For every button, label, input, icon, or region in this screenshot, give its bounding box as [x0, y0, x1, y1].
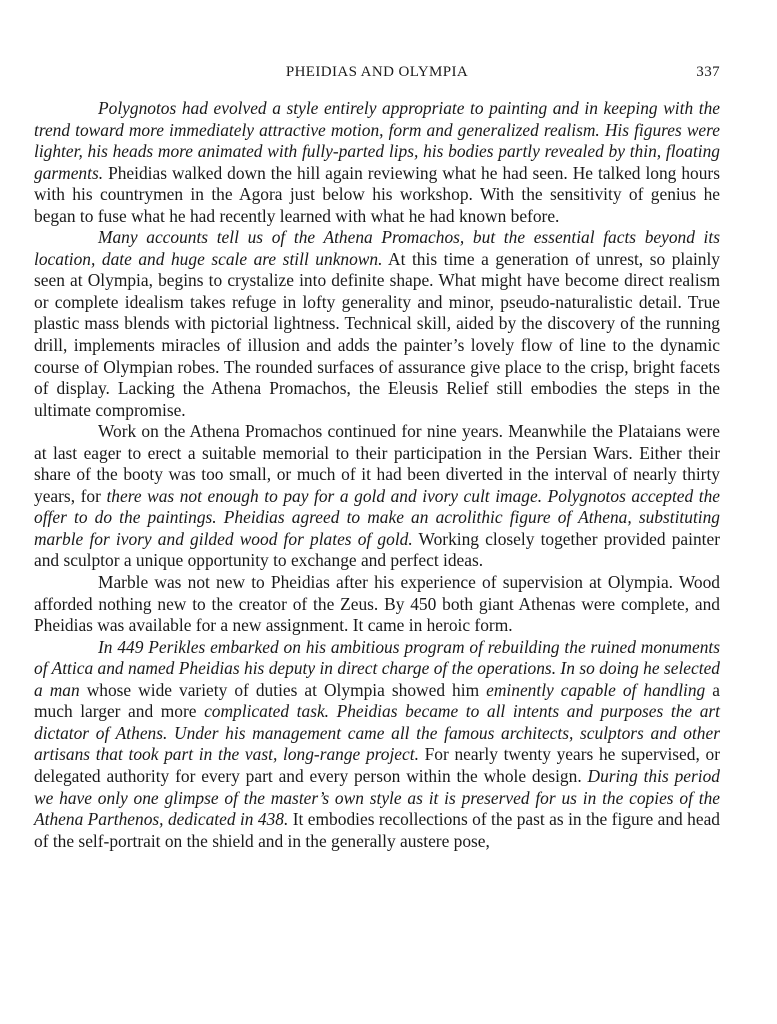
text-segment: there was not enough to pay for a gold and ivory cult image. Polygnotos accepted the offer to do the paintings. Pheidias agreed to make an acrolithic figure of Athena, substituting marble for ivory and gilded wood for plates of gold. — [34, 485, 721, 549]
text-segment: whose wide variety of duties at Olympia showed him — [79, 679, 487, 700]
text-segment: complicated task. Pheidias became to all intents and purposes the art dictator of Athens. Under his management came all the famous architects, sculptors and other artisans that took part in the vast, long-range project. — [34, 701, 720, 765]
text-segment: Pheidias walked down the hill again reviewing what he had seen. He talked long hours with his countrymen in the Agora just below his workshop. With the sensitivity of genius he began to fuse what he had recently learned with what he had known before. — [34, 162, 720, 226]
text-segment: For nearly twenty years he supervised, or delegated authority for every part and every person within the whole design. — [34, 744, 720, 786]
text-segment: Working closely together provided painter and sculptor a unique opportunity to exchange and perfect ideas. — [34, 528, 721, 571]
text-segment: a much larger and more — [34, 679, 720, 722]
text-segment: Polygnotos had evolved a style entirely appropriate to painting and in keeping with the trend toward more immediately attractive motion, form and generalized realism. His figures were lighter, his heads more animated with fully-parted lips, his bodies partly revealed by thin, floating garments. — [34, 98, 720, 183]
paragraph — [34, 637, 720, 852]
paragraph — [34, 227, 720, 421]
text-segment: Marble was not new to Pheidias after his experience of supervision at Olympia. Wood afforded nothing new to the creator of the Zeus. By 450 both giant Athenas were complete, and Pheidias was available for a new assignment. It came in heroic form. — [34, 572, 720, 636]
running-head — [34, 64, 720, 84]
text-segment: In 449 Perikles embarked on his ambitious program of rebuilding the ruined monuments of Attica and named Pheidias his deputy in direct charge of the operations. In so doing he selected a man — [34, 636, 720, 700]
text-segment: It embodies recollections of the past as in the figure and head of the self-portrait on the shield and in the generally austere pose, — [34, 809, 720, 851]
page-number: 337 — [696, 64, 720, 80]
paragraph — [34, 98, 720, 227]
body-text — [34, 98, 720, 852]
text-segment: Work on the Athena Promachos continued for nine years. Meanwhile the Plataians were at last eager to erect a suitable memorial to their participation in the Persian Wars. Either their share of the booty was too small, or much of it had been diverted in the interval of nearly thirty years, for — [34, 421, 720, 506]
paragraph — [34, 421, 720, 572]
text-segment: At this time a generation of unrest, so plainly seen at Olympia, begins to crystalize into definite shape. What might have become direct realism or complete idealism takes refuge in lofty generality and minor, pseudo-naturalistic detail. True plastic mass blends with pictorial lightness. Technical skill, aided by the discovery of the running drill, implements miracles of illusion and adds the painter’s lovely flow of line to the dynamic course of Olympian robes. The rounded surfaces of assurance give place to the crisp, bright facets of display. Lacking the Athena Promachos, the Eleusis Relief still embodies the steps in the ultimate compromise. — [34, 248, 720, 420]
text-segment: During this period we have only one glimpse of the master’s own style as it is preserved for us in the copies of the Athena Parthenos, dedicated in 438. — [34, 765, 720, 830]
running-head-title: PHEIDIAS AND OLYMPIA — [285, 64, 469, 80]
text-segment: eminently capable of handling — [486, 679, 706, 700]
text-segment: Many accounts tell us of the Athena Promachos, but the essential facts beyond its location, date and huge scale are still unknown. — [34, 227, 720, 269]
paragraph — [34, 572, 720, 637]
